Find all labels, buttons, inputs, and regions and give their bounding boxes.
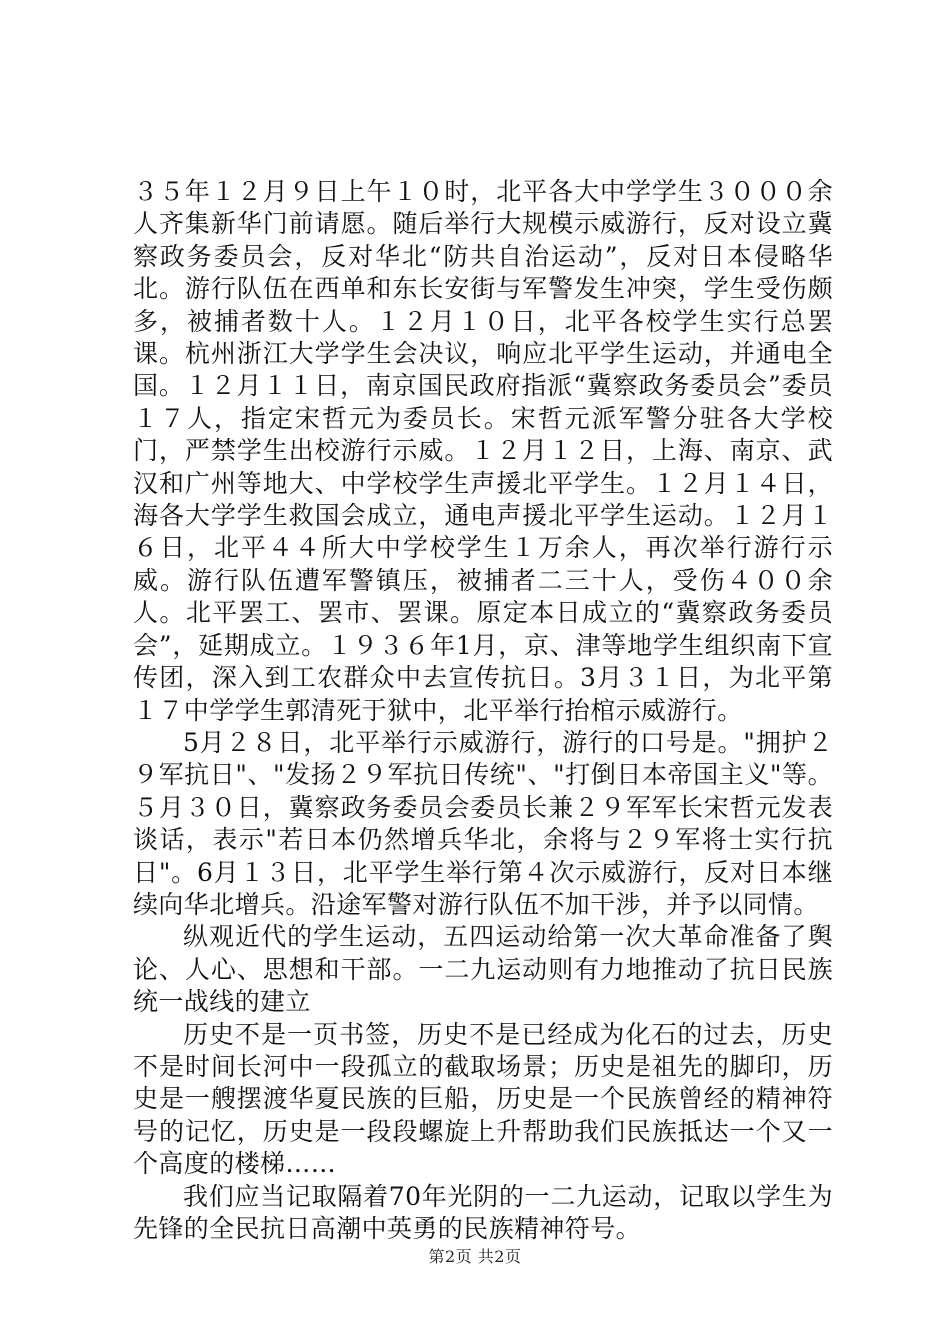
paragraph-4: 历史不是一页书签，历史不是已经成为化石的过去，历史不是时间长河中一段孤立的截取场景；历史是祖先的脚印，历史是一艘摆渡华夏民族的巨船，历史是一个民族曾经的精神符号的记忆，历史是一段段螺旋上升帮助我们民族抵达一个又一个高度的楼梯……: [133, 1019, 833, 1179]
paragraph-1: ３５年１２月９日上午１０时，北平各大中学学生３０００余人齐集新华门前请愿。随后举行大规模示威游行，反对设立冀察政务委员会，反对华北“防共自治运动”，反对日本侵略华北。游行队伍在西单和东长安街与军警发生冲突，学生受伤颇多，被捕者数十人。１２月１０日，北平各校学生实行总罢课。杭州浙江大学学生会决议，响应北平学生运动，并通电全国。１２月１１日，南京国民政府指派“冀察政务委员会”委员１７人，指定宋哲元为委员长。宋哲元派军警分驻各大学校门，严禁学生出校游行示威。１２月１２日，上海、南京、武汉和广州等地大、中学校学生声援北平学生。１２月１４日，海各大学学生救国会成立，通电声援北平学生运动。１２月１６日，北平４４所大中学校学生１万余人，再次举行游行示威。游行队伍遭军警镇压，被捕者二三十人，受伤４００余人。北平罢工、罢市、罢课。原定本日成立的“冀察政务委员会”，延期成立。１９３６年1月，京、津等地学生组织南下宣传团，深入到工农群众中去宣传抗日。3月３１日，为北平第１７中学学生郭清死于狱中，北平举行抬棺示威游行。: [133, 177, 833, 725]
paragraph-2: 5月２８日，北平举行示威游行，游行的口号是。"拥护２９军抗日"、"发扬２９军抗日传统"、"打倒日本帝国主义"等。５月３０日，冀察政务委员会委员长兼２９军军长宋哲元发表谈话，表示"若日本仍然增兵华北，余将与２９军将士实行抗日"。6月１３日，北平学生举行第４次示威游行，反对日本继续向华北增兵。沿途军警对游行队伍不加干涉，并予以同情。: [133, 727, 833, 919]
document-body: [133, 176, 833, 1245]
paragraph-5: 我们应当记取隔着70年光阴的一二九运动，记取以学生为先锋的全民抗日高潮中英勇的民族精神符号。: [133, 1181, 833, 1243]
page-number-footer: 第2页 共2页: [428, 1247, 522, 1266]
paragraph-3: 纵观近代的学生运动，五四运动给第一次大革命准备了舆论、人心、思想和干部。一二九运动则有力地推动了抗日民族统一战线的建立: [133, 922, 833, 1017]
